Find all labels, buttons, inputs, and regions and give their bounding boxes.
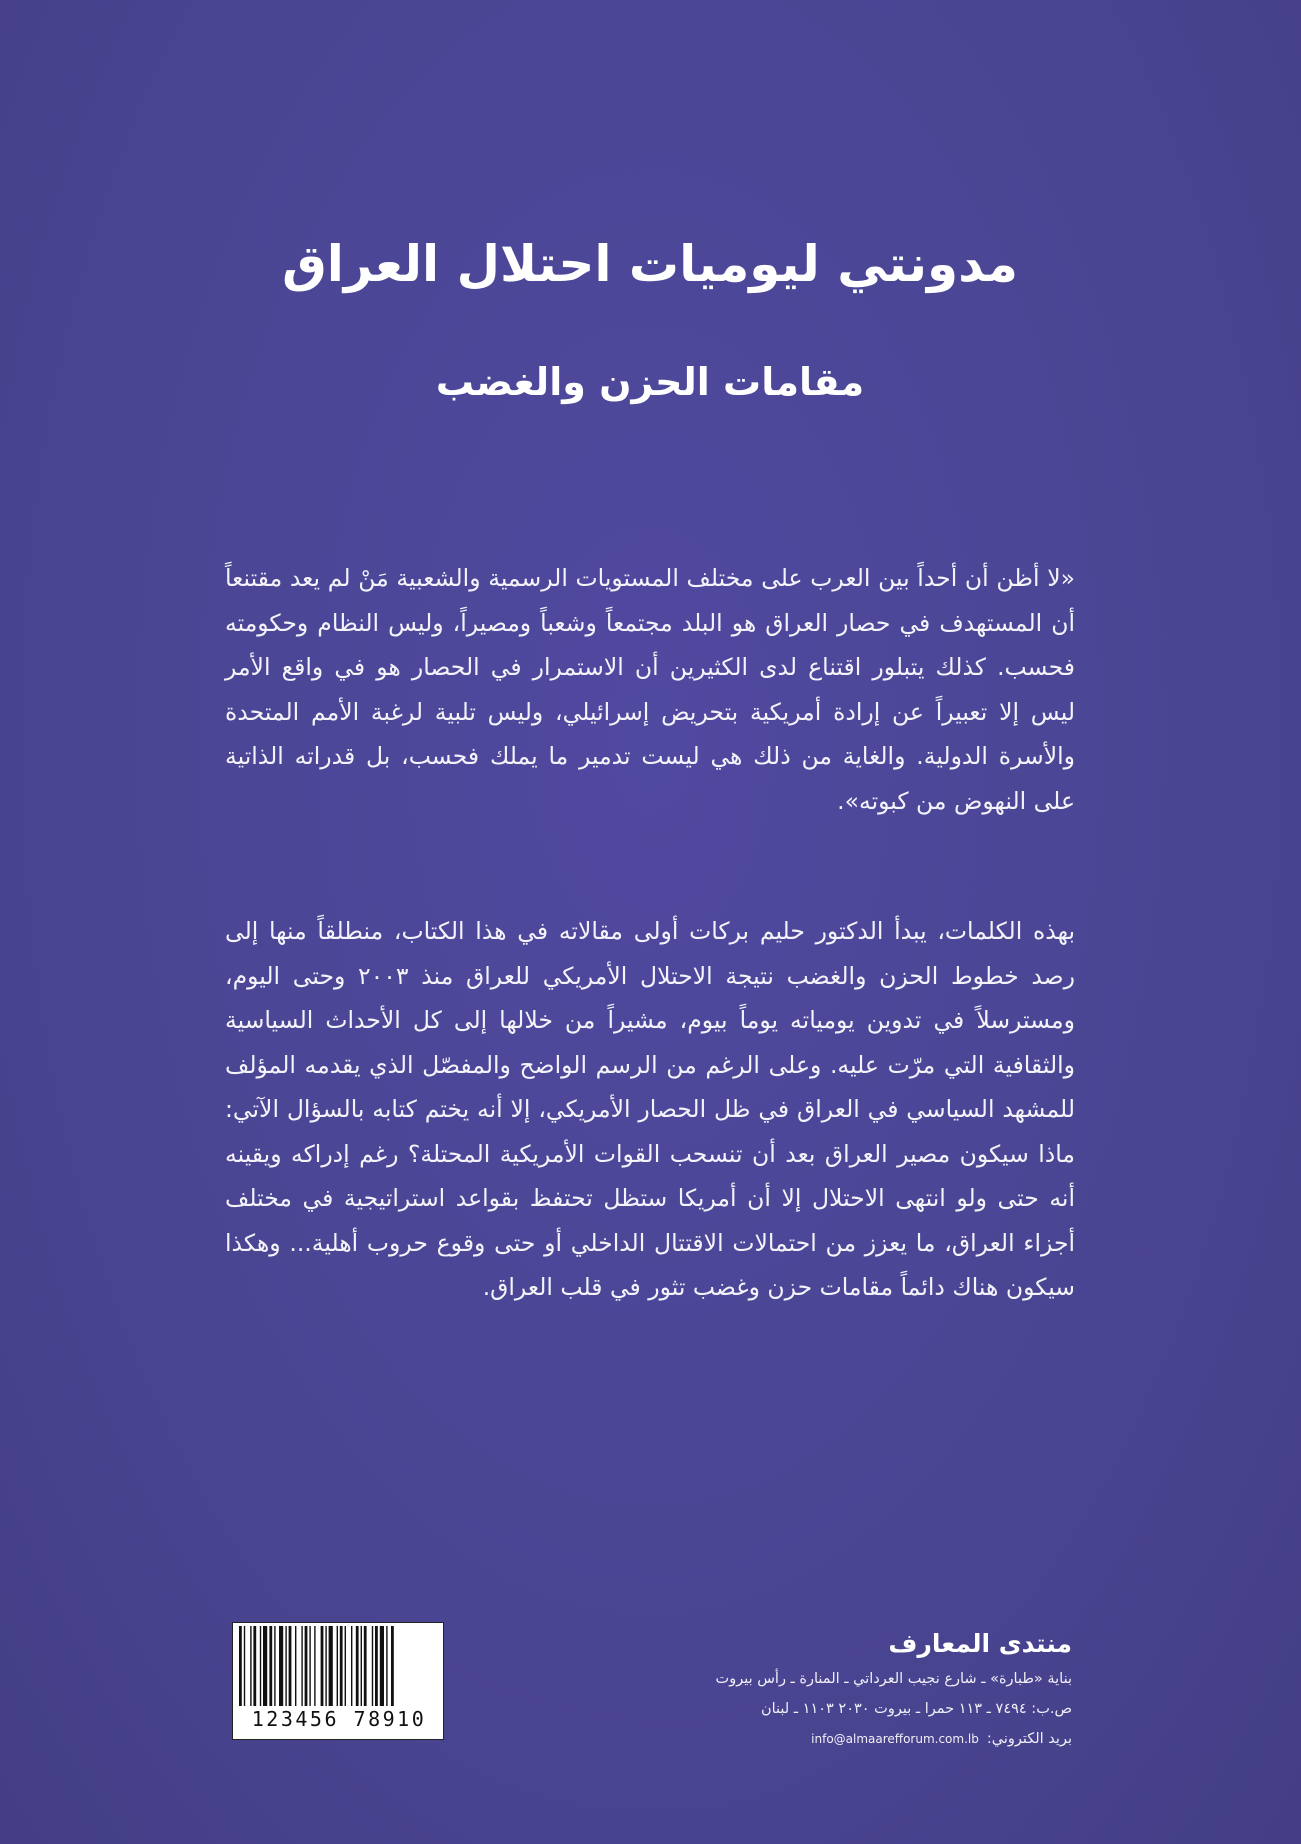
barcode [232,1622,444,1740]
barcode-bar [356,1626,359,1706]
publisher-info [600,1624,1072,1754]
barcode-bar [309,1626,310,1706]
quote-paragraph: «لا أظن أن أحداً بين العرب على مختلف المستويات الرسمية والشعبية مَنْ لم يعد مقتنعاً أن المستهدف في حصار العراق هو البلد مجتمعاً وشعباً ومصيراً، وليس النظام وحكومته فحسب. كذلك يتبلور اقتناع لدى الكثيرين أن الاستمرار في الحصار هو في واقع الأمر ليس إلا تعبيراً عن إرادة أمريكية بتحريض إسرائيلي، وليس تلبية لرغبة الأمم المتحدة والأسرة الدولية. والغاية من ذلك هي ليست تدمير ما يملك فحسب، بل قدراته الذاتية على النهوض من كبوته». [225,564,1075,815]
barcode-bar [269,1626,272,1706]
barcode-digits: 123456 78910 [251,1707,427,1731]
barcode-bar [361,1626,362,1706]
barcode-bar [364,1626,367,1706]
publisher-address: بناية «طبارة» ـ شارع نجيب العرداتي ـ المنارة ـ رأس بيروت [715,1671,1072,1687]
barcode-bar [329,1626,333,1706]
barcode-bar [285,1626,286,1706]
barcode-bar [274,1626,275,1706]
barcode-bar [375,1626,378,1706]
barcode-bar [260,1626,261,1706]
barcode-bar [250,1626,251,1706]
barcode-bar [295,1626,296,1706]
barcode-bar [372,1626,373,1706]
barcode-bar [340,1626,343,1706]
publisher-email-row [600,1724,1072,1754]
barcode-bars [237,1626,441,1706]
publisher-po-box: ص.ب: ٧٤٩٤ ـ ١١٣ حمرا ـ بيروت ٢٠٣٠ ١١٠٣ ـ لبنان [760,1701,1072,1717]
barcode-bar [263,1626,267,1706]
barcode-bar [345,1626,346,1706]
email-label: بريد الكتروني: [986,1731,1072,1747]
barcode-bar [380,1626,384,1706]
barcode-bar [386,1626,387,1706]
barcode-bar [279,1626,283,1706]
publisher-name: منتدى المعارف [888,1629,1072,1658]
barcode-bar [289,1626,292,1706]
barcode-bar [325,1626,326,1706]
barcode-bar [244,1626,245,1706]
barcode-bar [314,1626,315,1706]
barcode-bar [253,1626,256,1706]
book-title: مدونتي ليوميات احتلال العراق [282,235,1018,293]
book-subtitle: مقامات الحزن والغضب [435,360,865,404]
barcode-bar [337,1626,338,1706]
barcode-bar [391,1626,394,1706]
description-paragraph: بهذه الكلمات، يبدأ الدكتور حليم بركات أولى مقالاته في هذا الكتاب، منطلقاً منها إلى رصد خطوط الحزن والغضب نتيجة الاحتلال الأمريكي للعراق منذ ٢٠٠٣ وحتى اليوم، ومسترسلاً في تدوين يومياته يوماً بيوم، مشيراً من خلالها إلى كل الأحداث السياسية والثقافية التي مرّت عليه. وعلى الرغم من الرسم الواضح والمفصّل الذي يقدمه المؤلف للمشهد السياسي في العراق في ظل الحصار الأمريكي، إلا أنه يختم كتابه بالسؤال الآتي: ماذا سيكون مصير العراق بعد أن تنسحب القوات الأمريكية المحتلة؟ رغم إدراكه ويقينه أنه حتى ولو انتهى الاحتلال إلا أن أمريكا ستظل تحتفظ بقواعد استراتيجية في مختلف أجزاء العراق، ما يعزز من احتمالات الاقتتال الداخلي أو حتى وقوع حروب أهلية... وهكذا سيكون هناك دائماً مقامات حزن وغضب تثور في قلب العراق. [225,917,1075,1301]
barcode-bar [351,1626,352,1706]
barcode-bar [239,1626,242,1706]
barcode-bar [305,1626,308,1706]
barcode-bar [321,1626,324,1706]
barcode-bar [301,1626,302,1706]
email-link[interactable]: info@almaarefforum.com.lb [811,1732,979,1746]
